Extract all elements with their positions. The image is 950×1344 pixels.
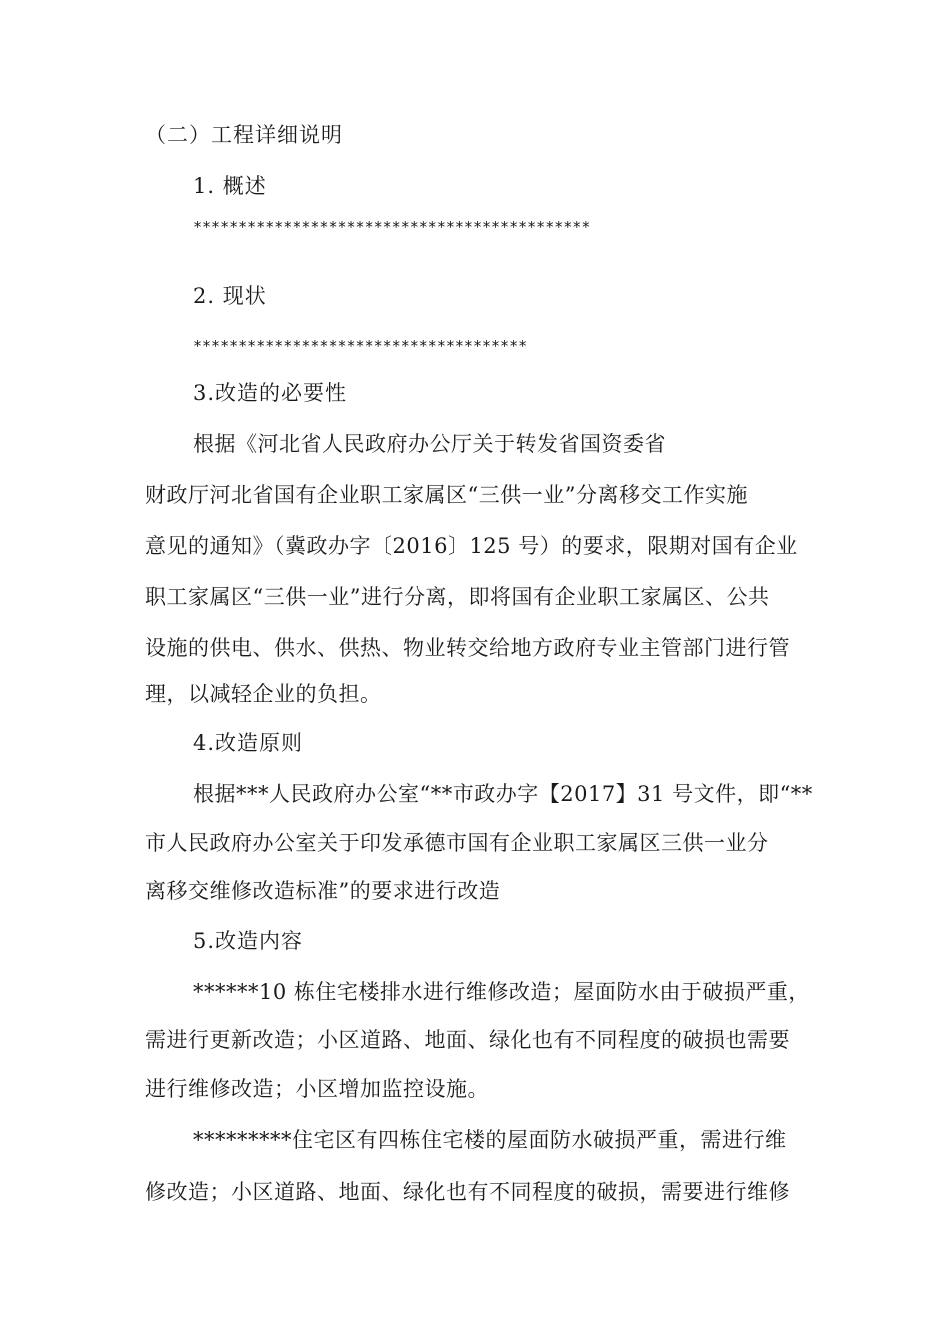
principles-line-2: 市人民政府办公室关于印发承德市国有企业职工家属区三供一业分 bbox=[145, 831, 769, 855]
content-p2-line-1: *********住宅区有四栋住宅楼的屋面防水破损严重，需进行维 bbox=[193, 1128, 787, 1152]
status-placeholder: ************************************* bbox=[193, 337, 528, 355]
heading-status: 2. 现状 bbox=[193, 284, 267, 308]
heading-necessity: 3.改造的必要性 bbox=[193, 381, 348, 405]
heading-overview: 1. 概述 bbox=[193, 174, 267, 198]
content-p1-line-3: 进行维修改造；小区增加监控设施。 bbox=[145, 1077, 489, 1101]
section-title: （二）工程详细说明 bbox=[145, 123, 343, 147]
content-p1-line-1: ******10 栋住宅楼排水进行维修改造；屋面防水由于破损严重， bbox=[193, 980, 810, 1004]
necessity-line-6: 理，以减轻企业的负担。 bbox=[145, 682, 382, 706]
necessity-line-5: 设施的供电、供水、供热、物业转交给地方政府专业主管部门进行管 bbox=[145, 636, 790, 660]
overview-placeholder: ******************************************** bbox=[193, 218, 591, 236]
content-p2-line-2: 修改造；小区道路、地面、绿化也有不同程度的破损，需要进行维修 bbox=[145, 1180, 790, 1204]
principles-line-1: 根据***人民政府办公室“**市政办字【2017】31 号文件，即“** bbox=[193, 782, 813, 806]
heading-content: 5.改造内容 bbox=[193, 929, 304, 953]
heading-principles: 4.改造原则 bbox=[193, 731, 304, 755]
content-p1-line-2: 需进行更新改造；小区道路、地面、绿化也有不同程度的破损也需要 bbox=[145, 1028, 790, 1052]
necessity-line-2: 财政厅河北省国有企业职工家属区“三供一业”分离移交工作实施 bbox=[145, 483, 748, 507]
necessity-line-3: 意见的通知》（冀政办字〔2016〕125 号）的要求，限期对国有企业 bbox=[145, 534, 798, 558]
principles-line-3: 离移交维修改造标准”的要求进行改造 bbox=[145, 879, 501, 903]
necessity-line-4: 职工家属区“三供一业”进行分离，即将国有企业职工家属区、公共 bbox=[145, 585, 770, 609]
necessity-line-1: 根据《河北省人民政府办公厅关于转发省国资委省 bbox=[193, 432, 666, 456]
